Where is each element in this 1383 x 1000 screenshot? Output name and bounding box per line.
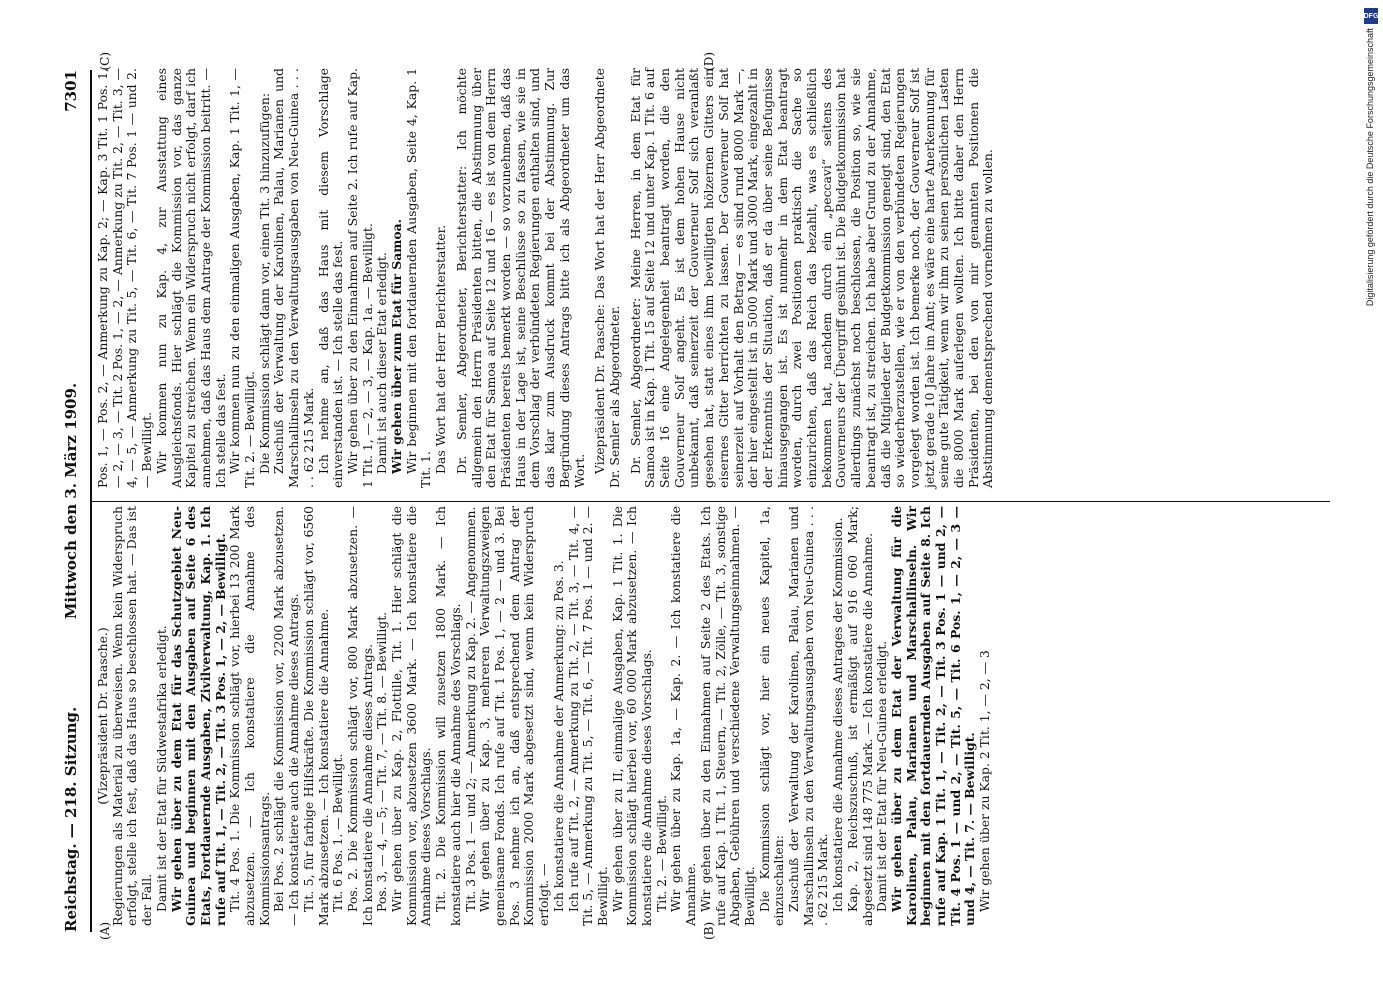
paragraph: Ich nehme an, daß das Haus mit diesem Vorschlage einverstanden ist. — Ich stelle das fest. [315, 68, 346, 488]
paragraph: Wir gehen über zu Kap. 1a, — Kap. 2. — Ich konstatiere die Annahme. [668, 506, 699, 926]
digitization-watermark: Digitalisierung gefördert durch die Deutsche Forschungsgemeinschaft [1365, 28, 1375, 307]
dfg-logo: DFG [1364, 8, 1378, 24]
header-session: Reichstag. — 218. Sitzung. [62, 706, 80, 932]
paragraph: Damit ist auch dieser Etat erledigt. [374, 252, 390, 474]
paragraph: Wir gehen über zu Kap. 2 Tit. 1, — 2, — 3 [977, 650, 993, 912]
margin-mark-b: (B) [702, 921, 716, 940]
paragraph: Tit. 2. — Bewilligt. [653, 795, 669, 912]
margin-mark-c: (C) [98, 52, 112, 71]
paragraph: Zuschuß der Verwaltung der Karolinen, Palau, Marianen und Marschallinseln zu den Verwaltungsausgaben von Neu-Guinea . . . . . 62 215 Mark. [271, 68, 316, 488]
paragraph: Wir gehen über zu II, einmalige Ausgaben, Kap. 1 Tit. 1. Die Kommission schlägt hierbei vor, 60 000 Mark abzusetzen. — Ich konstatiere die Annahme dieses Vorschlags. [609, 506, 655, 926]
margin-mark-a: (A) [98, 921, 112, 940]
paragraph: Tit. 6 Pos. 1. — Bewilligt. [330, 753, 346, 912]
paragraph: Wir gehen über zu den Einnahmen auf Seite 2 des Etats. Ich rufe auf Kap. 1 Tit. 1, Steuern, — Tit. 2, Zölle, — Tit. 3, sonstige Abgaben, Gebühren und verschiedene Verwaltungseinnahmen. — Bewilligt. [697, 506, 757, 926]
paragraph: Tit. 4 Pos. 1. Die Kommission schlägt vor, hierbei 13 200 Mark abzusetzen. — Ich konstatiere die Annahme des Kommissionsantrags. [227, 506, 272, 926]
left-column [96, 506, 993, 926]
speech-paragraph: Dr. Semler, Abgeordneter, Berichterstatter: Ich möchte allgemein den Herrn Präsidenten bitten, die Abstimmung über den Etat für Samoa auf Seite 12 und 16 — es ist von dem Herrn Präsidenten bereits bemerkt worden — so vorzunehmen, daß das Haus in der Lage ist, seine Beschlüsse so zu fassen, wie sie in dem Vorschlag der verbündeten Regierungen enthalten sind, und das klar zum Ausdruck kommt bei der Abstimmung. Zur Begründung dieses Antrags bitte ich als Abgeordneter um das Wort. [453, 68, 587, 488]
header-date: Mittwoch den 3. März 1909. [62, 382, 80, 620]
paragraph: Bei Pos. 2 schlägt die Kommission vor, 2200 Mark abzusetzen. — Ich konstatiere auch die Annahme dieses Antrags. [271, 506, 302, 926]
paragraph: Pos. 1, — Pos. 2, — Anmerkung zu Kap. 2; — Kap. 3 Tit. 1 Pos. 1, — 2, — 3, — Tit. 2 Pos. 1, — 2, — Anmerkung zu Tit. 2, — Tit. 3, — 4, — 5, — Anmerkung zu Tit. 5, — Tit. 6, — Tit. 7 Pos. 1 — und 2. — Bewilligt. [95, 68, 155, 488]
paragraph: Ich konstatiere die Annahme der Anmerkung: zu Pos. 3. [550, 560, 566, 912]
paragraph: Ich rufe auf Tit. 2, — Anmerkung zu Tit. 2, — Tit. 3, — Tit. 4, — Tit. 5, — Anmerkung zu Tit. 5, — Tit. 6, — Tit. 7 Pos. 1 — und 2. — Bewilligt. [565, 506, 610, 926]
paragraph: Damit ist der Etat für Neu-Guinea erledigt. [874, 640, 890, 912]
paragraph: Wir kommen nun zu den einmaligen Ausgaben, Kap. 1 Tit. 1, — Tit. 2. — Bewilligt. [227, 68, 258, 488]
paragraph: Wir gehen über zu dem Etat der Verwaltung für die Karolinen, Palau, Marianen und Marschallinseln. Wir beginnen mit den fortdauernden Ausgaben auf Seite 8. Ich rufe auf Kap. 1 Tit. 1, — Tit. 2, — Tit. 3 Pos. 1 — und 2, — Tit. 4 Pos. 1 — und 2, — Tit. 5, — Tit. 6 Pos. 1, — 2, — 3 — und 4, — Tit. 7. — Bewilligt. [888, 506, 978, 926]
paragraph: Pos. 2. Die Kommission schlägt vor, 800 Mark abzusetzen. — Ich konstatiere die Annahme dieses Antrags. [344, 506, 375, 926]
page-number: 7301 [62, 70, 80, 112]
paragraph: Ich konstatiere die Annahme dieses Antrages der Kommission. [830, 517, 846, 912]
paragraph: Tit. 5, für farbige Hilfskräfte. Die Kommission schlägt vor, 6560 Mark abzusetzen. — Ich konstatiere die Annahme. [300, 506, 331, 926]
right-column [96, 68, 996, 488]
paragraph: Wir kommen nun zu Kap. 4, zur Ausstattung eines Ausgleichsfonds. Hier schlägt die Kommission vor, das ganze Kapitel zu streichen. Wenn ein Widerspruch nicht erfolgt, darf ich annehmen, daß das Haus dem Antrage der Kommission beitritt. — Ich stelle das fest. [153, 68, 228, 488]
speaker-note: (Vizepräsident Dr. Paasche.) [95, 627, 110, 805]
speech-paragraph: Dr. Semler, Abgeordneter: Meine Herren, in dem Etat für Samoa ist in Kap. 1 Tit. 15 auf Seite 12 und unter Kap. 1 Tit. 6 auf Seite 16 eine Angelegenheit beantragt worden, die den Gouverneur Solf angeht. Es ist dem hohen Hause nicht unbekannt, daß seinerzeit der Gouverneur Solf sich veranlaßt gesehen hat, statt eines ihm bewilligten hölzernen Gitters ein eisernes Gitter herrichten zu lassen. Der Gouverneur Solf hat seinerzeit auf Vorhalt den Betrag — es sind rund 8000 Mark —, der hier eingestellt ist in 5000 Mark und 3000 Mark, eingezahlt in der Erkenntnis der Situation, daß er da über seine Befugnisse hinausgegangen ist. Es ist nunmehr in dem Etat beantragt worden, durch zwei Positionen praktisch die Sache so einzurichten, daß das Reich das bezahlt, was es schließlich bekommen hat, nachdem durch ein „peccavi“ seitens des Gouverneurs der Übergriff gesühnt ist. Die Budgetkommission hat allerdings zunächst noch beschlossen, die Position so, wie sie beantragt ist, zu streichen. Ich habe aber Grund zu der Annahme, daß die Mitglieder der Budgetkommission geneigt sind, den Etat so wiederherzustellen, wie er von den verbündeten Regierungen vorgelegt worden ist. Ich bemerke noch, der Gouverneur Solf ist jetzt gerade 10 Jahre im Amt; es wäre eine harte Anerkennung für seine gute Tätigkeit, wenn wir ihm zu seinen persönlichen Lasten die 8000 Mark auferlegen wollten. Ich bitte daher den Herrn Präsidenten, bei den von mir genannten Positionen die Abstimmung dementsprechend vornehmen zu wollen. [627, 68, 996, 488]
paragraph: Wir gehen über zu den Einnahmen auf Seite 2. Ich rufe auf Kap. 1 Tit. 1, — 2, — 3, — Kap. 1a. — Bewilligt. [344, 68, 375, 488]
paragraph: Pos. 3, — 4, — 5; — Tit. 7, — Tit. 8. — Bewilligt. [374, 611, 390, 912]
paragraph: Wir gehen über zu Kap. 2, Flottille, Tit. 1. Hier schlägt die Kommission vor, abzusetzen 3600 Mark. — Ich konstatiere die Annahme dieses Vorschlags. [389, 506, 434, 926]
speech-paragraph: Vizepräsident Dr. Paasche: Das Wort hat der Herr Abgeordnete Dr. Semler als Abgeordneter. [592, 68, 622, 488]
paragraph: Wir gehen über zum Etat für Samoa. [389, 219, 405, 474]
paragraph: Wir gehen über zu dem Etat für das Schutzgebiet Neu-Guinea und beginnen mit den Ausgaben auf Seite 6 des Etats, Fortdauernde Ausgaben, Zivilverwaltung, Kap. 1. Ich rufe auf Tit. 1, — Tit. 2, — Tit. 3 Pos. 1, — 2, — Bewilligt. [168, 506, 228, 926]
paragraph: Die Kommission schlägt dann vor, einen Tit. 3 hinzuzufügen: [256, 92, 272, 474]
paragraph: Regierungen als Material zu überweisen. Wenn kein Widerspruch erfolgt, stelle ich fest, daß das Haus so beschlossen hat. — Das ist der Fall. [109, 506, 155, 926]
column-divider [90, 501, 1330, 502]
page-header [58, 70, 86, 932]
paragraph: Wir beginnen mit den fortdauernden Ausgaben, Seite 4, Kap. 1 Tit. 1. [403, 68, 434, 488]
margin-mark-d: (D) [702, 52, 716, 71]
paragraph: Tit. 2. Die Kommission will zusetzen 1800 Mark. — Ich konstatiere auch hier die Annahme des Vorschlags. [433, 506, 463, 926]
paragraph: Tit. 3 Pos. 1 — und 2; — Anmerkung zu Kap. 2. — Angenommen. [462, 506, 478, 912]
paragraph: Kap. 2, Reichszuschuß, ist ermäßigt auf 916 060 Mark; abgesetzt sind 148 775 Mark. — Ich konstatiere die Annahme. [844, 506, 875, 926]
paragraph: Die Kommission schlägt vor, hier ein neues Kapitel, 1a, einzuschalten: [756, 506, 787, 926]
paragraph: Zuschuß der Verwaltung der Karolinen, Palau, Marianen und Marschallinseln zu den Verwaltungsausgaben von Neu-Guinea . . . . 62 215 Mark. [786, 506, 831, 926]
paragraph: Damit ist der Etat für Südwestafrika erledigt. [153, 625, 169, 912]
paragraph: Das Wort hat der Herr Berichterstatter. [433, 224, 449, 474]
paragraph: Wir gehen über zu Kap. 3, mehreren Verwaltungszweigen gemeinsame Fonds. Ich rufe auf Tit. 1 Pos. 1, — 2 — und 3. Bei Pos. 3 nehme ich an, daß entsprechend dem Antrag der Kommission 2000 Mark abgesetzt sind, wenn kein Widerspruch erfolgt. — [477, 506, 552, 926]
